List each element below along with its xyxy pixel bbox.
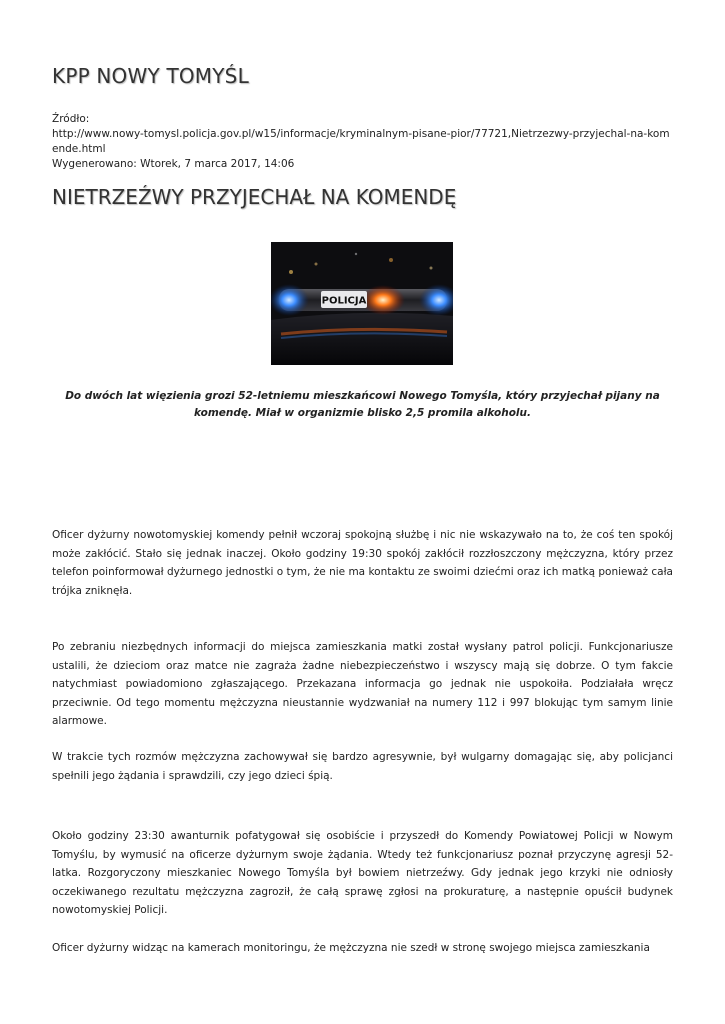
article-paragraph: Po zebraniu niezbędnych informacji do miejsca zamieszkania matki został wysłany patrol policji. Funkcjonariusze ustalili, że dzieciom oraz matce nie zagraża żadne niebezpieczeństwo i wszyscy mają się dobrze. O tym fakcie natychmiast powiadomiono zgłaszającego. Przekazana informacja go jednak nie uspokoiła. Podziałała wręcz przeciwnie. Od tego momentu mężczyzna nieustannie wydzwaniał na numery 112 i 997 blokując tym samym linie alarmowe. — [52, 641, 673, 727]
article-paragraph: Około godziny 23:30 awanturnik pofatygował się osobiście i przyszedł do Komendy Powiatowej Policji w Nowym Tomyślu, by wymusić na oficerze dyżurnym swoje żądania. Wtedy też funkcjonariusz poznał przyczynę agresji 52-latka. Rozgoryczony mieszkaniec Nowego Tomyśla był bowiem nietrzeźwy. Gdy jednak jego krzyki nie odniosły oczekiwanego rezultatu mężczyzna zagroził, że całą sprawę zgłosi na prokuraturę, a następnie opuścił budynek nowotomyskiej Policji. — [52, 830, 673, 916]
source-url[interactable]: http://www.nowy-tomysl.policja.gov.pl/w15/informacje/kryminalnym-pisane-pior/77721,Nietrzezwy-przyjechal-na-komende.html — [52, 128, 670, 155]
generated-date: Wygenerowano: Wtorek, 7 marca 2017, 14:06 — [52, 158, 295, 170]
article-paragraph: W trakcie tych rozmów mężczyzna zachowywał się bardzo agresywnie, był wulgarny domagając się, aby policjanci spełnili jego żądania i sprawdzili, czy jego dzieci śpią. — [52, 751, 673, 782]
source-meta — [52, 112, 673, 172]
article-paragraph: Oficer dyżurny nowotomyskiej komendy pełnił wczoraj spokojną służbę i nic nie wskazywało na to, że coś ten spokój może zakłócić. Stało się jednak inaczej. Około godziny 19:30 spokój zakłócił rozzłoszczony mężczyzna, który przez telefon poinformował dyżurnego jednostki o tym, że nie ma kontaktu ze swoimi dziećmi oraz ich matką ponieważ cała trójka zniknęła. — [52, 529, 673, 597]
source-label: Źródło: — [52, 113, 90, 125]
article-paragraph: Oficer dyżurny widząc na kamerach monitoringu, że mężczyzna nie szedł w stronę swojego miejsca zamieszkania — [52, 942, 650, 954]
article-lede: Do dwóch lat więzienia grozi 52-letniemu mieszkańcowi Nowego Tomyśla, który przyjechał pijany na komendę. Miał w organizmie blisko 2,5 promila alkoholu. — [65, 390, 660, 419]
site-title: KPP NOWY TOMYŚL — [52, 64, 249, 88]
article-title: NIETRZEŹWY PRZYJECHAŁ NA KOMENDĘ — [52, 185, 457, 209]
lightbar-label: POLICJA — [321, 295, 367, 307]
police-lightbar-photo — [271, 242, 453, 365]
